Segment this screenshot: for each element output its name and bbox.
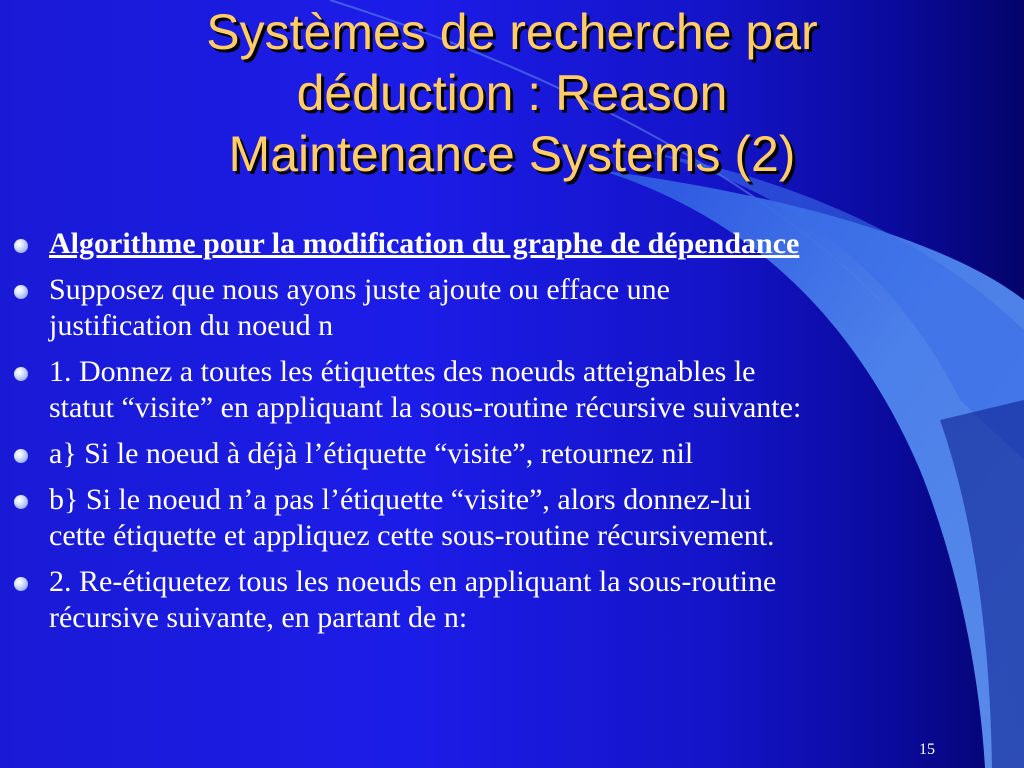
bullet-icon xyxy=(14,577,28,591)
slide-title xyxy=(0,2,1024,185)
bullet-list xyxy=(0,226,1024,646)
page-number: 15 xyxy=(919,741,935,758)
bullet-icon xyxy=(14,239,28,253)
bullet-icon xyxy=(14,367,28,381)
bullet-text: a} Si le noeud à déjà l’étiquette “visite”, retournez nil xyxy=(49,437,694,470)
bullet-text: statut “visite” en appliquant la sous-routine récursive suivante: xyxy=(49,391,802,424)
bullet-item-heading xyxy=(0,226,1024,262)
bullet-text: justification du noeud n xyxy=(49,309,334,342)
bullet-text: Algorithme pour la modification du graphe de dépendance xyxy=(49,227,800,260)
bullet-text: récursive suivante, en partant de n: xyxy=(49,601,468,634)
bullet-text: Supposez que nous ayons juste ajoute ou efface une xyxy=(49,273,670,306)
bullet-text: b} Si le noeud n’a pas l’étiquette “visite”, alors donnez-lui xyxy=(49,483,752,516)
title-line-1: Systèmes de recherche par xyxy=(206,4,818,60)
bullet-icon xyxy=(14,285,28,299)
bullet-item xyxy=(0,482,1024,554)
bullet-icon xyxy=(14,495,28,509)
bullet-icon xyxy=(14,449,28,463)
bullet-item xyxy=(0,564,1024,636)
bullet-text: 2. Re-étiquetez tous les noeuds en appliquant la sous-routine xyxy=(49,565,777,598)
bullet-item xyxy=(0,436,1024,472)
bullet-item xyxy=(0,354,1024,426)
bullet-item xyxy=(0,272,1024,344)
bullet-text: cette étiquette et appliquez cette sous-routine récursivement. xyxy=(49,519,775,552)
title-line-3: Maintenance Systems (2) xyxy=(228,126,796,182)
bullet-text: 1. Donnez a toutes les étiquettes des noeuds atteignables le xyxy=(49,355,756,388)
title-line-2: déduction : Reason xyxy=(296,65,728,121)
